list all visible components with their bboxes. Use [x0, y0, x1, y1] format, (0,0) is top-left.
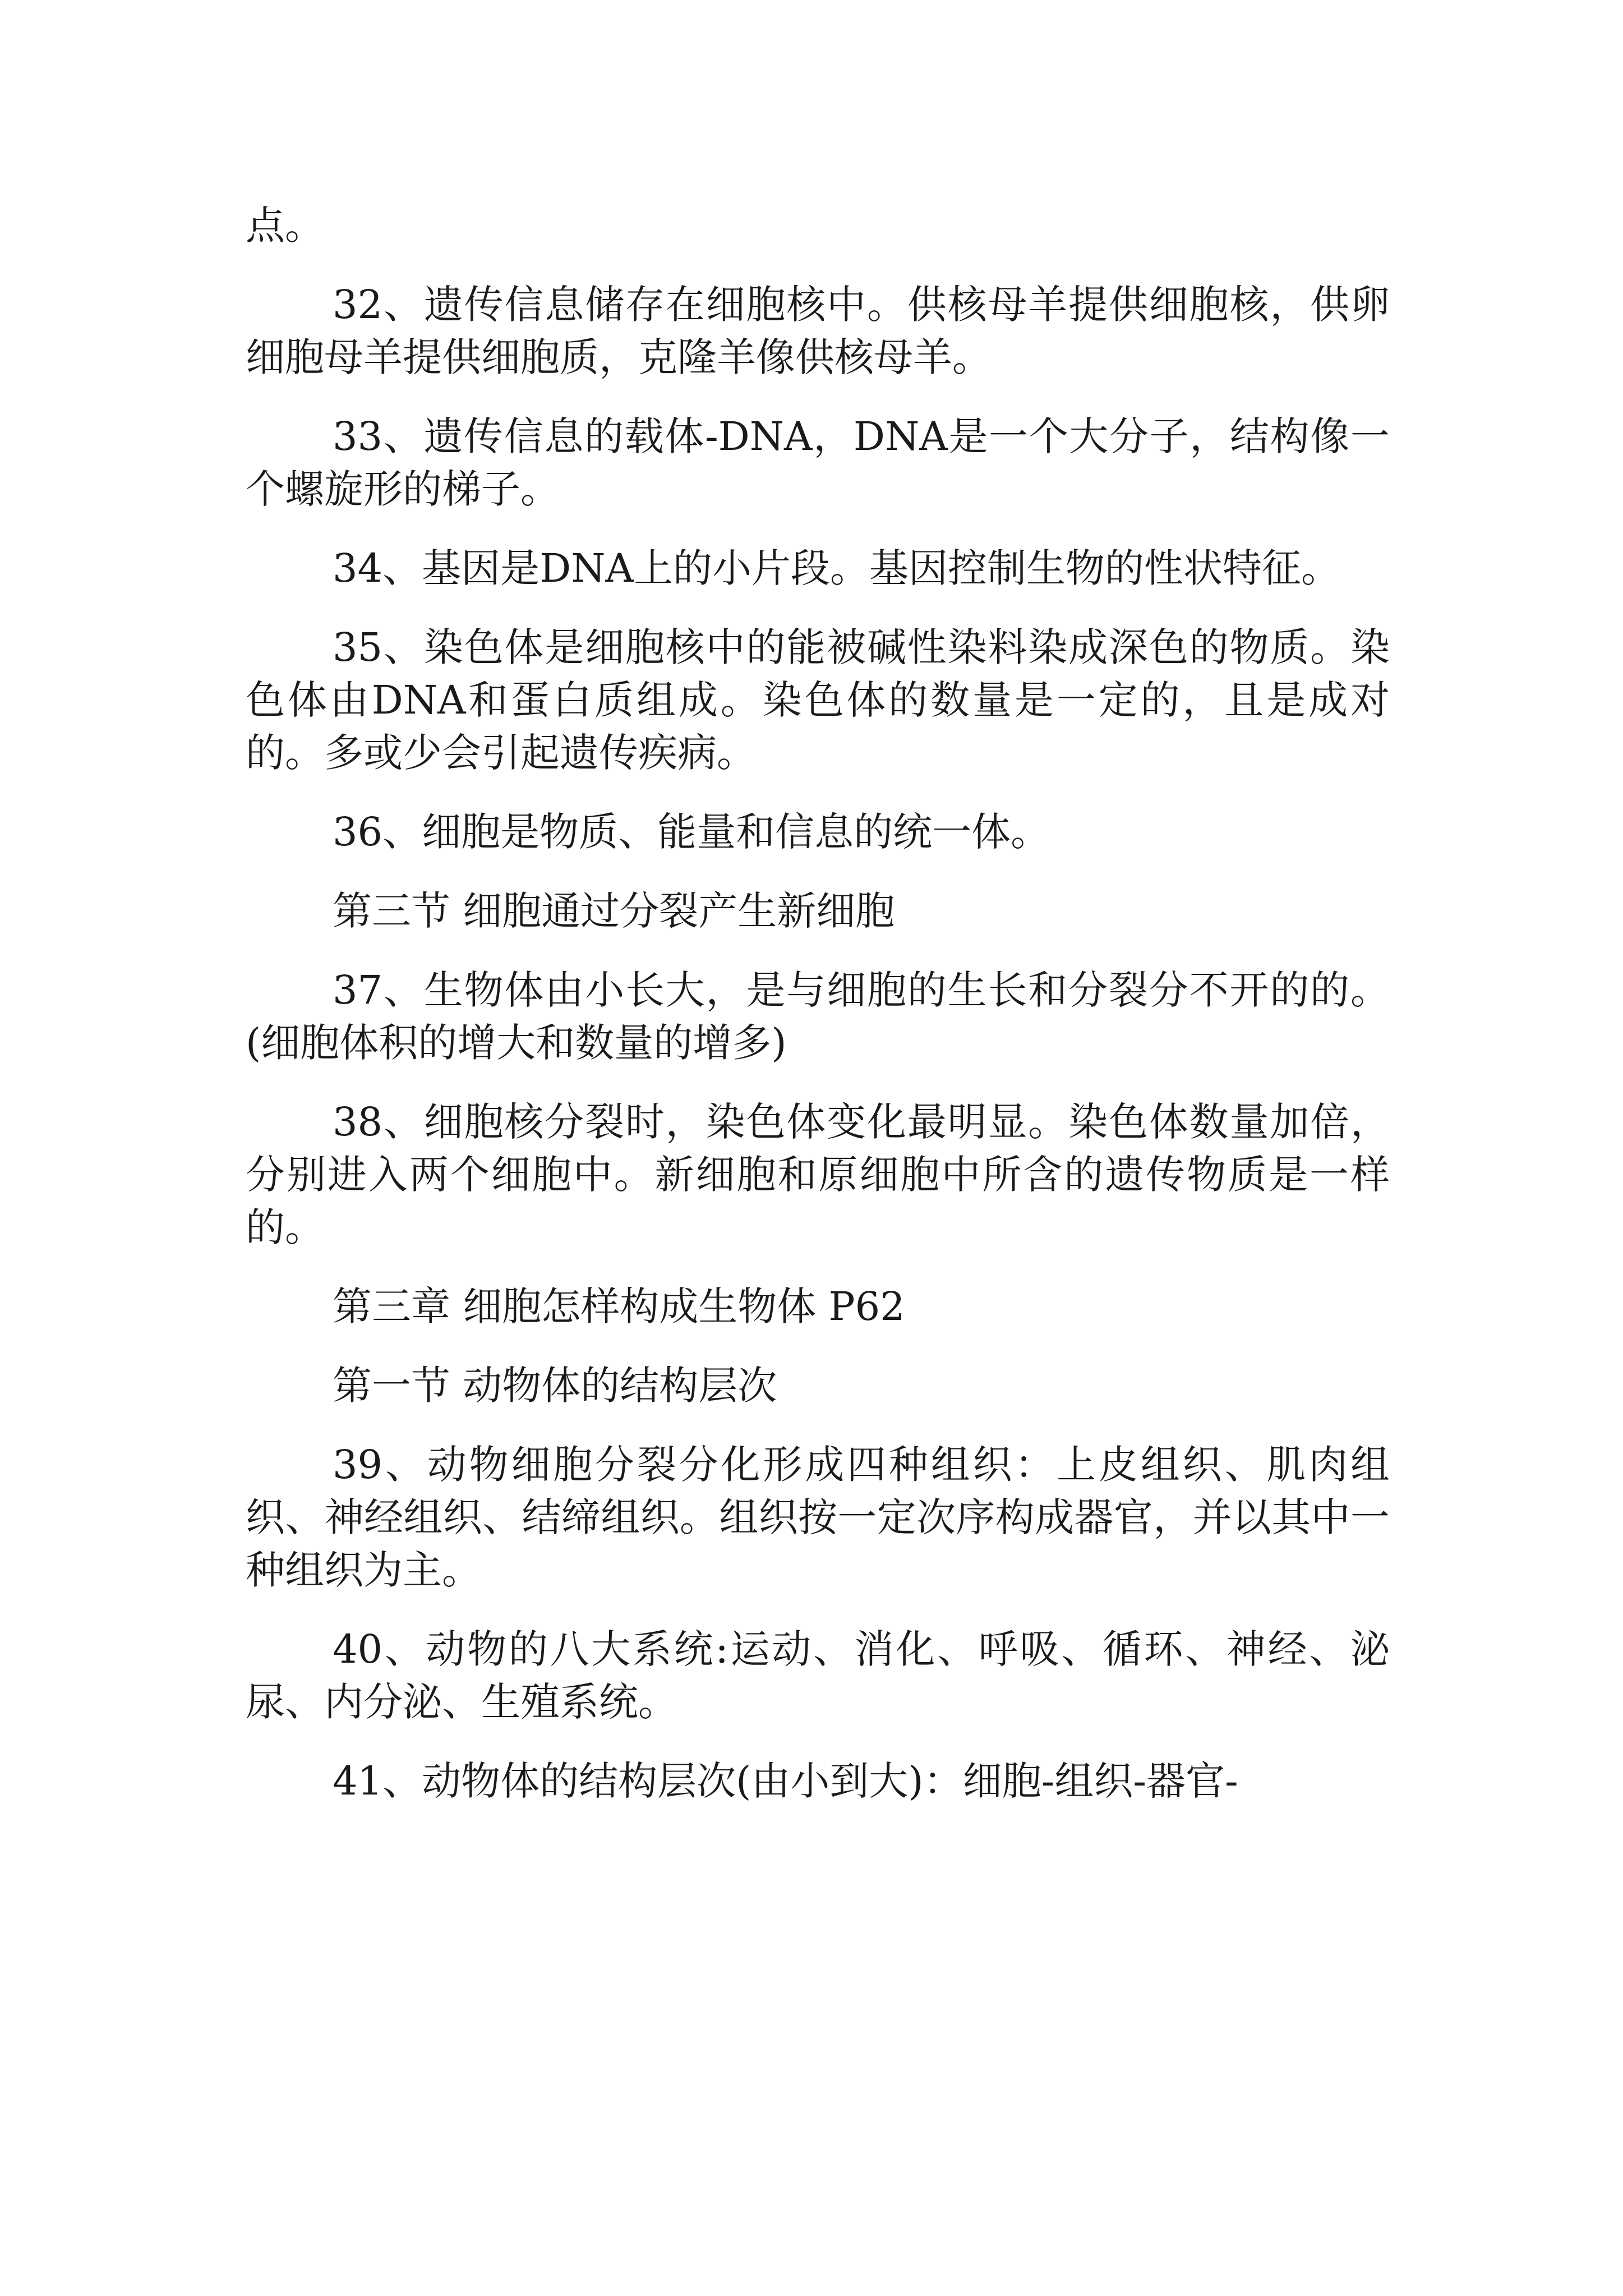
- paragraph-36: 36、细胞是物质、能量和信息的统一体。: [333, 809, 1050, 855]
- section-heading-1: 第一节 动物体的结构层次: [333, 1363, 777, 1409]
- paragraph-38: 38、细胞核分裂时，染色体变化最明显。染色体数量加倍，分别进入两个细胞中。新细胞和原细胞中所含的遗传物质是一样的。: [246, 1099, 1390, 1250]
- paragraph-continuation: 点。: [246, 203, 324, 249]
- paragraph-35: 35、染色体是细胞核中的能被碱性染料染成深色的物质。染色体由DNA和蛋白质组成。染色体的数量是一定的，且是成对的。多或少会引起遗传疾病。: [246, 624, 1390, 776]
- paragraph-39: 39、动物细胞分裂分化形成四种组织：上皮组织、肌肉组织、神经组织、结缔组织。组织按一定次序构成器官，并以其中一种组织为主。: [246, 1442, 1390, 1593]
- paragraph-33: 33、遗传信息的载体-DNA，DNA是一个大分子，结构像一个螺旋形的梯子。: [246, 413, 1390, 512]
- chapter-heading-3: 第三章 细胞怎样构成生物体 P62: [333, 1283, 905, 1329]
- paragraph-34: 34、基因是DNA上的小片段。基因控制生物的性状特征。: [333, 545, 1340, 591]
- paragraph-40: 40、动物的八大系统:运动、消化、呼吸、循环、神经、泌尿、内分泌、生殖系统。: [246, 1626, 1390, 1725]
- paragraph-41: 41、动物体的结构层次(由小到大)：细胞-组织-器官-: [333, 1758, 1238, 1804]
- paragraph-37: 37、生物体由小长大，是与细胞的生长和分裂分不开的的。(细胞体积的增大和数量的增多): [246, 967, 1390, 1066]
- document-body: [246, 199, 1390, 1834]
- section-heading-3: 第三节 细胞通过分裂产生新细胞: [333, 888, 895, 934]
- paragraph-32: 32、遗传信息储存在细胞核中。供核母羊提供细胞核，供卵细胞母羊提供细胞质，克隆羊像供核母羊。: [246, 282, 1390, 380]
